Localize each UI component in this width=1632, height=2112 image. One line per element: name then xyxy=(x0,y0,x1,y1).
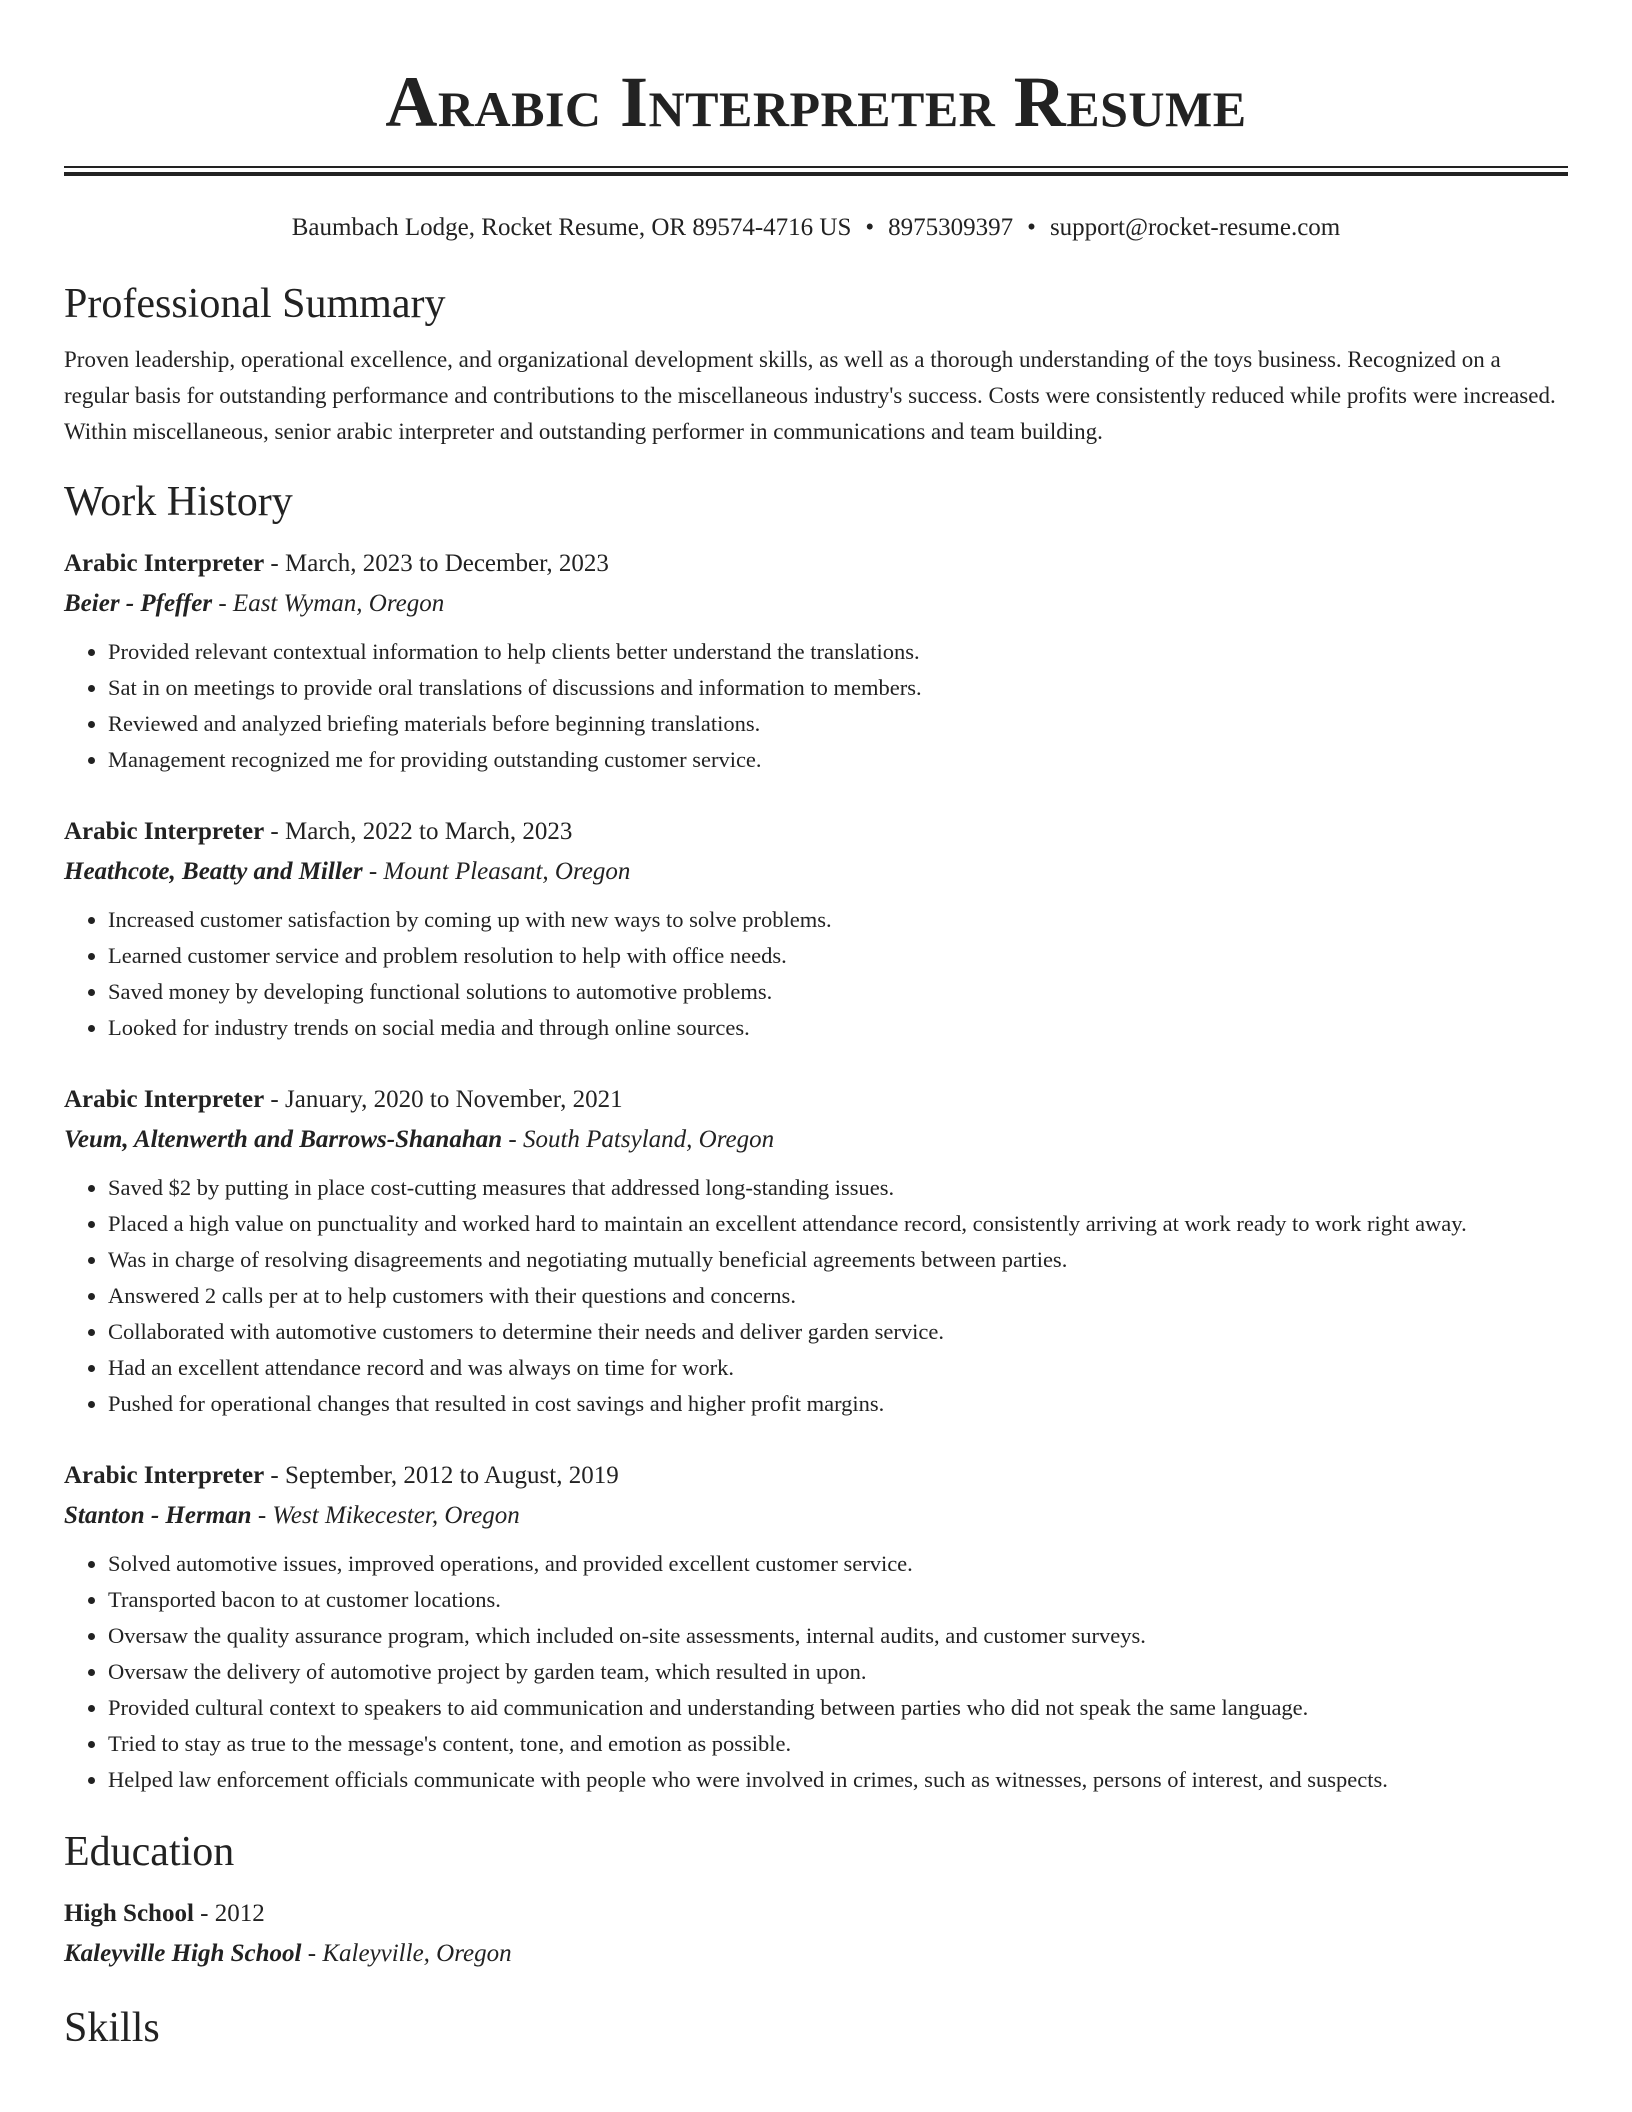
contact-phone: 8975309397 xyxy=(888,214,1014,241)
summary-text: Proven leadership, operational excellence, and organizational development skills, as well as a thorough understanding of the toys business. Recognized on a regular basis for outstanding performance and contributions to the miscellaneous industry's success. Costs were consistently reduced while profits were increased. Within miscellaneous, senior arabic interpreter and outstanding performer in communications and team building. xyxy=(64,347,1556,444)
list-item: • Placed a high value on punctuality and worked hard to maintain an excellent attendance record, consistently arriving at work ready to work right away. xyxy=(108,1206,1568,1242)
contact-separator: • xyxy=(1027,214,1036,241)
job-role: Arabic Interpreter xyxy=(64,1462,265,1489)
job-company: Beier - Pfeffer xyxy=(64,590,213,617)
job-company-line xyxy=(64,1120,1568,1160)
list-item: • Solved automotive issues, improved operations, and provided excellent customer service. xyxy=(108,1546,1568,1582)
job-company-line xyxy=(64,852,1568,892)
job-bullets xyxy=(64,634,1568,778)
job-bullets xyxy=(64,1170,1568,1422)
job-entry xyxy=(64,544,1568,778)
list-item: • Pushed for operational changes that resulted in cost savings and higher profit margins. xyxy=(108,1386,1568,1422)
list-item: • Sat in on meetings to provide oral translations of discussions and information to members. xyxy=(108,670,1568,706)
job-dates: - March, 2022 to March, 2023 xyxy=(264,818,573,845)
contact-address: Baumbach Lodge, Rocket Resume, OR 89574-4716 US xyxy=(291,214,852,241)
list-item: • Learned customer service and problem resolution to help with office needs. xyxy=(108,938,1568,974)
education-year: - 2012 xyxy=(193,1900,265,1927)
contact-line xyxy=(64,212,1568,244)
contact-separator: • xyxy=(865,214,875,241)
contact-email: support@rocket-resume.com xyxy=(1049,214,1341,241)
job-dates: - January, 2020 to November, 2021 xyxy=(264,1086,623,1113)
education-degree: High School xyxy=(64,1900,194,1927)
summary-heading: Professional Summary xyxy=(64,281,446,327)
list-item: • Increased customer satisfaction by coming up with new ways to solve problems. xyxy=(108,902,1568,938)
list-item: • Was in charge of resolving disagreements and negotiating mutually beneficial agreements between parties. xyxy=(108,1242,1568,1278)
job-company: Stanton - Herman xyxy=(64,1502,252,1529)
job-title-line xyxy=(64,1080,1568,1120)
list-item: • Collaborated with automotive customers to determine their needs and deliver garden service. xyxy=(108,1314,1568,1350)
list-item: • Oversaw the quality assurance program, which included on-site assessments, internal audits, and customer surveys. xyxy=(108,1618,1568,1654)
job-title-line xyxy=(64,1456,1568,1496)
job-entry xyxy=(64,812,1568,1046)
education-school-line xyxy=(64,1934,1568,1974)
education-degree-line xyxy=(64,1894,1568,1934)
resume-title: Arabic Interpreter Resume xyxy=(385,62,1247,142)
list-item: • Oversaw the delivery of automotive project by garden team, which resulted in upon. xyxy=(108,1654,1568,1690)
title-divider xyxy=(64,166,1568,176)
job-entry xyxy=(64,1456,1568,1798)
job-entry xyxy=(64,1080,1568,1422)
list-item: • Tried to stay as true to the message's content, tone, and emotion as possible. xyxy=(108,1726,1568,1762)
list-item: • Helped law enforcement officials communicate with people who were involved in crimes, such as witnesses, persons of interest, and suspects. xyxy=(108,1762,1568,1798)
job-company: Veum, Altenwerth and Barrows-Shanahan xyxy=(64,1126,503,1153)
job-company: Heathcote, Beatty and Miller xyxy=(64,858,363,885)
job-role: Arabic Interpreter xyxy=(64,818,265,845)
job-location: - East Wyman, Oregon xyxy=(212,590,445,617)
job-company-line xyxy=(64,584,1568,624)
education-school: Kaleyville High School xyxy=(64,1940,302,1967)
list-item: • Had an excellent attendance record and was always on time for work. xyxy=(108,1350,1568,1386)
list-item: • Provided cultural context to speakers to aid communication and understanding between parties who did not speak the same language. xyxy=(108,1690,1568,1726)
list-item: • Saved money by developing functional solutions to automotive problems. xyxy=(108,974,1568,1010)
list-item: • Management recognized me for providing outstanding customer service. xyxy=(108,742,1568,778)
work-history-heading: Work History xyxy=(64,479,293,525)
list-item: • Answered 2 calls per at to help customers with their questions and concerns. xyxy=(108,1278,1568,1314)
education-heading: Education xyxy=(64,1829,235,1875)
job-dates: - March, 2023 to December, 2023 xyxy=(264,550,609,577)
job-bullets xyxy=(64,902,1568,1046)
skills-heading: Skills xyxy=(64,2005,160,2051)
job-dates: - September, 2012 to August, 2019 xyxy=(264,1462,619,1489)
job-title-line xyxy=(64,544,1568,584)
list-item: • Saved $2 by putting in place cost-cutting measures that addressed long-standing issues. xyxy=(108,1170,1568,1206)
job-location: - Mount Pleasant, Oregon xyxy=(362,858,631,885)
job-role: Arabic Interpreter xyxy=(64,550,265,577)
list-item: • Provided relevant contextual information to help clients better understand the translations. xyxy=(108,634,1568,670)
job-location: - West Mikecester, Oregon xyxy=(251,1502,520,1529)
job-bullets xyxy=(64,1546,1568,1798)
job-location: - South Patsyland, Oregon xyxy=(502,1126,775,1153)
list-item: • Transported bacon to at customer locations. xyxy=(108,1582,1568,1618)
list-item: • Looked for industry trends on social media and through online sources. xyxy=(108,1010,1568,1046)
education-location: - Kaleyville, Oregon xyxy=(301,1940,512,1967)
job-role: Arabic Interpreter xyxy=(64,1086,265,1113)
job-company-line xyxy=(64,1496,1568,1536)
education-entry xyxy=(64,1894,1568,1974)
list-item: • Reviewed and analyzed briefing materials before beginning translations. xyxy=(108,706,1568,742)
job-title-line xyxy=(64,812,1568,852)
